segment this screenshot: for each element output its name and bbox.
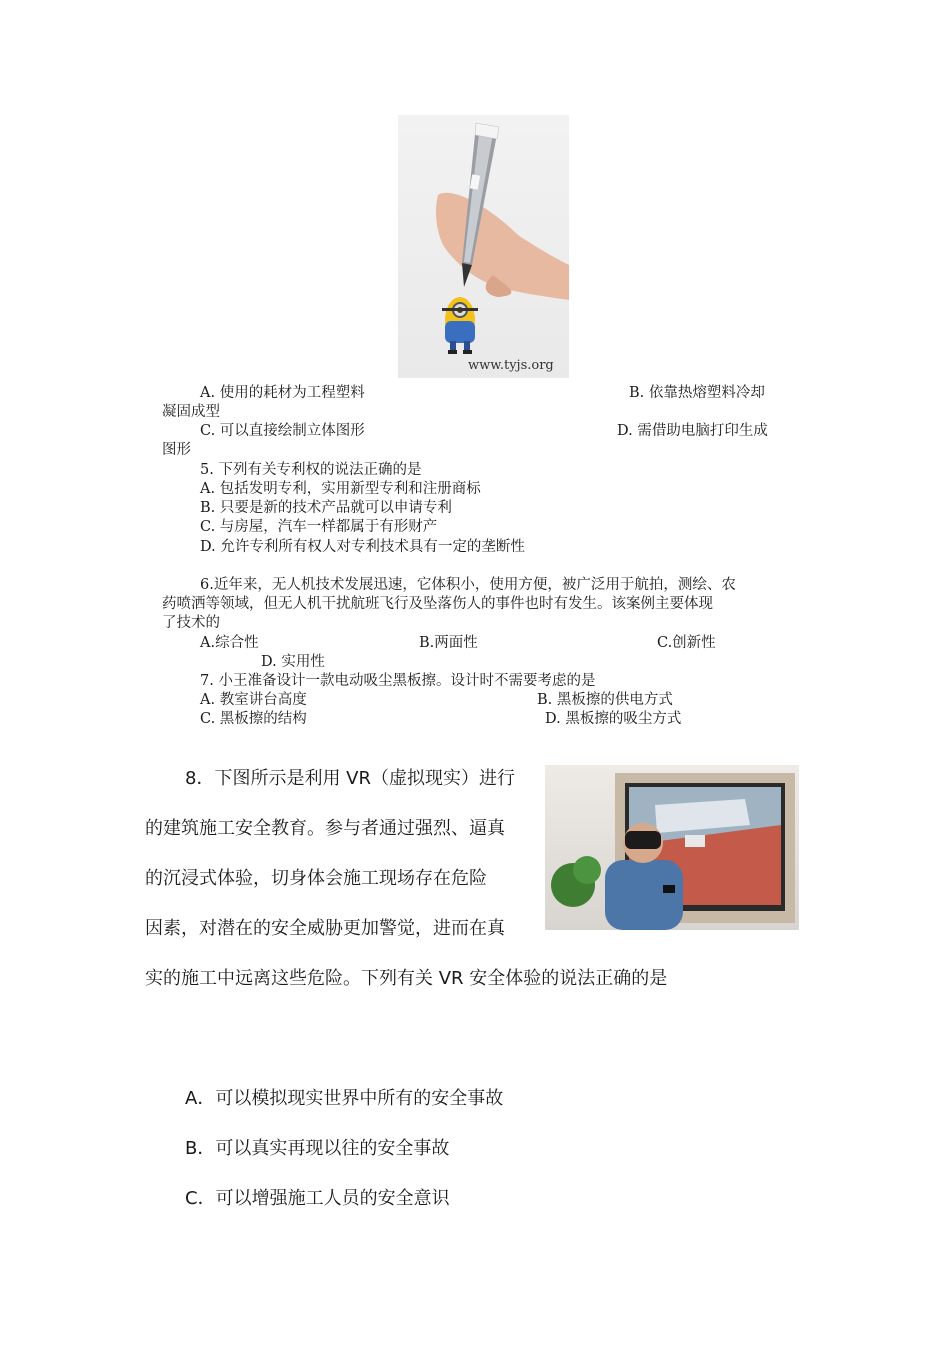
q4-option-b: B. 依靠热熔塑料冷却 bbox=[629, 385, 765, 401]
q8-line-5: 实的施工中远离这些危险。下列有关 VR 安全体验的说法正确的是 bbox=[145, 968, 668, 989]
q4-option-a: A. 使用的耗材为工程塑料 bbox=[200, 385, 365, 401]
q8-line-2: 的建筑施工安全教育。参与者通过强烈、逼真 bbox=[145, 818, 505, 839]
3d-pen-photo bbox=[398, 115, 569, 378]
vr-training-photo bbox=[545, 765, 799, 930]
q6-option-c: C.创新性 bbox=[657, 635, 716, 651]
q6-line-1: 6.近年来，无人机技术发展迅速，它体积小，使用方便，被广泛用于航拍，测绘、农 bbox=[200, 577, 736, 593]
q6-line-2: 药喷洒等领域，但无人机干扰航班飞行及坠落伤人的事件也时有发生。该案例主要体现 bbox=[162, 596, 713, 612]
q4-option-b-wrap: 凝固成型 bbox=[162, 404, 220, 420]
photo-watermark: www.tyjs.org bbox=[468, 358, 554, 373]
3d-pen-illustration bbox=[398, 115, 569, 378]
q4-option-d: D. 需借助电脑打印生成 bbox=[617, 423, 768, 439]
q8-option-b: B．可以真实再现以往的安全事故 bbox=[185, 1138, 450, 1159]
q5-stem: 5. 下列有关专利权的说法正确的是 bbox=[200, 462, 422, 478]
q7-option-b: B. 黑板擦的供电方式 bbox=[537, 692, 673, 708]
q5-option-b: B. 只要是新的技术产品就可以申请专利 bbox=[200, 500, 452, 516]
q8-option-c: C．可以增强施工人员的安全意识 bbox=[185, 1188, 450, 1209]
q6-option-a: A.综合性 bbox=[200, 635, 259, 651]
q7-option-c: C. 黑板擦的结构 bbox=[200, 711, 307, 727]
q8-line-1: 8．下图所示是利用 VR（虚拟现实）进行 bbox=[185, 768, 515, 789]
q7-option-a: A. 教室讲台高度 bbox=[200, 692, 307, 708]
q4-option-d-wrap: 图形 bbox=[162, 442, 191, 458]
q5-option-d: D. 允许专利所有权人对专利技术具有一定的垄断性 bbox=[200, 539, 525, 555]
q6-option-d: D. 实用性 bbox=[261, 654, 325, 670]
q6-line-3: 了技术的 bbox=[162, 615, 220, 631]
q7-stem: 7. 小王准备设计一款电动吸尘黑板擦。设计时不需要考虑的是 bbox=[200, 673, 596, 689]
q5-option-a: A. 包括发明专利，实用新型专利和注册商标 bbox=[200, 481, 481, 497]
q8-line-4: 因素，对潜在的安全威胁更加警觉，进而在真 bbox=[145, 918, 505, 939]
q4-option-c: C. 可以直接绘制立体图形 bbox=[200, 423, 365, 439]
q6-option-b: B.两面性 bbox=[419, 635, 478, 651]
q5-option-c: C. 与房屋，汽车一样都属于有形财产 bbox=[200, 519, 438, 535]
vr-training-illustration bbox=[545, 765, 799, 930]
q7-option-d: D. 黑板擦的吸尘方式 bbox=[545, 711, 682, 727]
q8-option-a: A．可以模拟现实世界中所有的安全事故 bbox=[185, 1088, 504, 1109]
q8-line-3: 的沉浸式体验，切身体会施工现场存在危险 bbox=[145, 868, 487, 889]
